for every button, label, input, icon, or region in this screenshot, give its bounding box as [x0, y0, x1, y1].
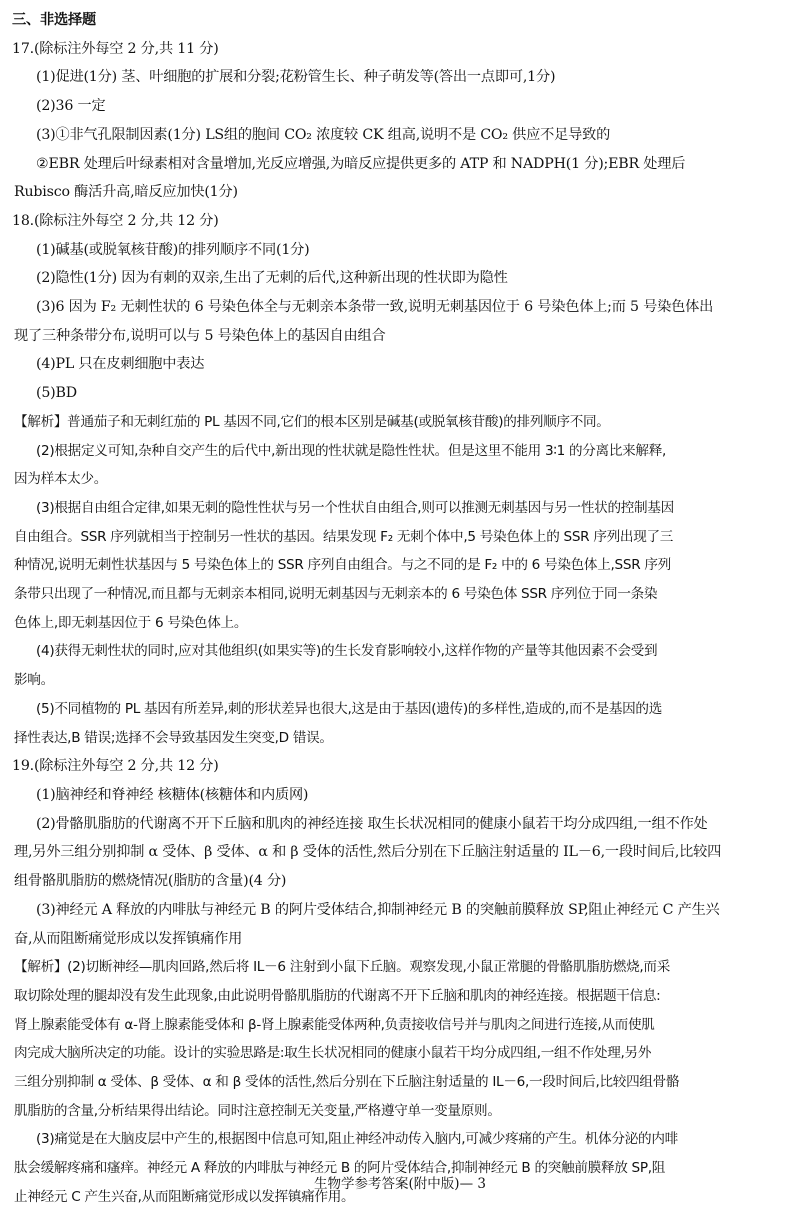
text-line: 取切除处理的腿却没有发生此现象,由此说明骨骼肌脂肪的代谢离不开下丘脑和肌肉的神经连接。根据题干信息: — [14, 987, 661, 1004]
text-line: 组骨骼肌脂肪的燃烧情况(脂肪的含量)(4 分) — [14, 873, 287, 890]
text-line: (3)6 因为 F₂ 无刺性状的 6 号染色体全与无刺亲本条带一致,说明无刺基因位于 6 号染色体上;而 5 号染色体出 — [36, 299, 714, 316]
text-line: (5)BD — [36, 385, 77, 402]
text-line: 奋,从而阻断痛觉形成以发挥镇痛作用 — [14, 930, 243, 947]
text-line: 理,另外三组分别抑制 α 受体、β 受体、α 和 β 受体的活性,然后分别在下丘脑注射适量的 IL－6,一段时间后,比较四 — [14, 844, 722, 861]
text-line: 自由组合。SSR 序列就相当于控制另一性状的基因。结果发现 F₂ 无刺个体中,5 号染色体上的 SSR 序列出现了三 — [14, 528, 674, 545]
text-line: 种情况,说明无刺性状基因与 5 号染色体上的 SSR 序列自由组合。与之不同的是 F₂ 中的 6 号染色体上,SSR 序列 — [14, 557, 671, 574]
text-line: 18.(除标注外每空 2 分,共 12 分) — [12, 212, 219, 229]
text-line: (2)隐性(1分) 因为有刺的双亲,生出了无刺的后代,这种新出现的性状即为隐性 — [36, 270, 508, 287]
answer-lines — [12, 35, 790, 1212]
text-line: 19.(除标注外每空 2 分,共 12 分) — [12, 758, 219, 775]
text-line: (2)根据定义可知,杂种自交产生的后代中,新出现的性状就是隐性性状。但是这里不能用 3∶1 的分离比来解释, — [36, 442, 667, 459]
text-line: (2)骨骼肌脂肪的代谢离不开下丘脑和肌肉的神经连接 取生长状况相同的健康小鼠若干均分成四组,一组不作处 — [36, 815, 708, 832]
text-line: ②EBR 处理后叶绿素相对含量增加,光反应增强,为暗反应提供更多的 ATP 和 NADPH(1 分);EBR 处理后 — [36, 155, 686, 172]
text-line: 肽会缓解疼痛和瘙痒。神经元 A 释放的内啡肽与神经元 B 的阿片受体结合,抑制神经元 B 的突触前膜释放 SP,阻 — [14, 1160, 666, 1177]
text-line: Rubisco 酶活升高,暗反应加快(1分) — [14, 184, 238, 201]
text-line: 影响。 — [14, 672, 54, 689]
answer-page — [12, 6, 790, 1212]
text-line: 止神经元 C 产生兴奋,从而阻断痛觉形成以发挥镇痛作用。 — [14, 1188, 355, 1205]
text-line: 三组分别抑制 α 受体、β 受体、α 和 β 受体的活性,然后分别在下丘脑注射适量的 IL－6,一段时间后,比较四组骨骼 — [14, 1074, 680, 1091]
text-line: 【解析】(2)切断神经—肌肉回路,然后将 IL－6 注射到小鼠下丘脑。观察发现,小鼠正常腿的骨骼肌脂肪燃烧,而采 — [14, 959, 671, 976]
text-line: (3)根据自由组合定律,如果无刺的隐性性状与另一个性状自由组合,则可以推测无刺基因与另一性状的控制基因 — [36, 499, 674, 516]
text-line: 肌脂肪的含量,分析结果得出结论。同时注意控制无关变量,严格遵守单一变量原则。 — [14, 1102, 501, 1119]
text-line: 色体上,即无刺基因位于 6 号染色体上。 — [14, 614, 248, 631]
text-line: 条带只出现了一种情况,而且都与无刺亲本相同,说明无刺基因与无刺亲本的 6 号染色体 SSR 序列位于同一条染 — [14, 586, 658, 603]
text-line: 现了三种条带分布,说明可以与 5 号染色体上的基因自由组合 — [14, 327, 386, 344]
text-line: (4)PL 只在皮刺细胞中表达 — [36, 356, 205, 373]
section-title: 三、非选择题 — [12, 12, 96, 28]
text-line: (5)不同植物的 PL 基因有所差异,刺的形状差异也很大,这是由于基因(遗传)的多样性,造成的,而不是基因的选 — [36, 700, 662, 717]
text-line: (2)36 一定 — [36, 98, 106, 115]
text-line: 【解析】普通茄子和无刺红茄的 PL 基因不同,它们的根本区别是碱基(或脱氧核苷酸)的排列顺序不同。 — [14, 413, 610, 430]
text-line: (3)①非气孔限制因素(1分) LS组的胞间 CO₂ 浓度较 CK 组高,说明不是 CO₂ 供应不足导致的 — [36, 126, 611, 143]
text-line: 因为样本太少。 — [14, 471, 108, 488]
text-line: 17.(除标注外每空 2 分,共 11 分) — [12, 40, 219, 57]
text-line: 肾上腺素能受体有 α-肾上腺素能受体和 β-肾上腺素能受体两种,负责接收信号并与肌肉之间进行连接,从而使肌 — [14, 1016, 655, 1033]
text-line: 择性表达,B 错误;选择不会导致基因发生突变,D 错误。 — [14, 729, 333, 746]
page-footer: 生物学参考答案(附中版)— 3 — [314, 1176, 486, 1192]
text-line: (1)碱基(或脱氧核苷酸)的排列顺序不同(1分) — [36, 241, 310, 258]
text-line: (3)痛觉是在大脑皮层中产生的,根据图中信息可知,阻止神经冲动传入脑内,可减少疼痛的产生。机体分泌的内啡 — [36, 1131, 678, 1148]
text-line: (3)神经元 A 释放的内啡肽与神经元 B 的阿片受体结合,抑制神经元 B 的突触前膜释放 SP,阻止神经元 C 产生兴 — [36, 901, 720, 918]
text-line: (1)脑神经和脊神经 核糖体(核糖体和内质网) — [36, 786, 309, 803]
text-line: (4)获得无刺性状的同时,应对其他组织(如果实等)的生长发育影响较小,这样作物的产量等其他因素不会受到 — [36, 643, 658, 660]
text-line: (1)促进(1分) 茎、叶细胞的扩展和分裂;花粉管生长、种子萌发等(答出一点即可,1分) — [36, 69, 556, 86]
text-line: 肉完成大脑所决定的功能。设计的实验思路是:取生长状况相同的健康小鼠若干均分成四组,一组不作处理,另外 — [14, 1045, 652, 1062]
